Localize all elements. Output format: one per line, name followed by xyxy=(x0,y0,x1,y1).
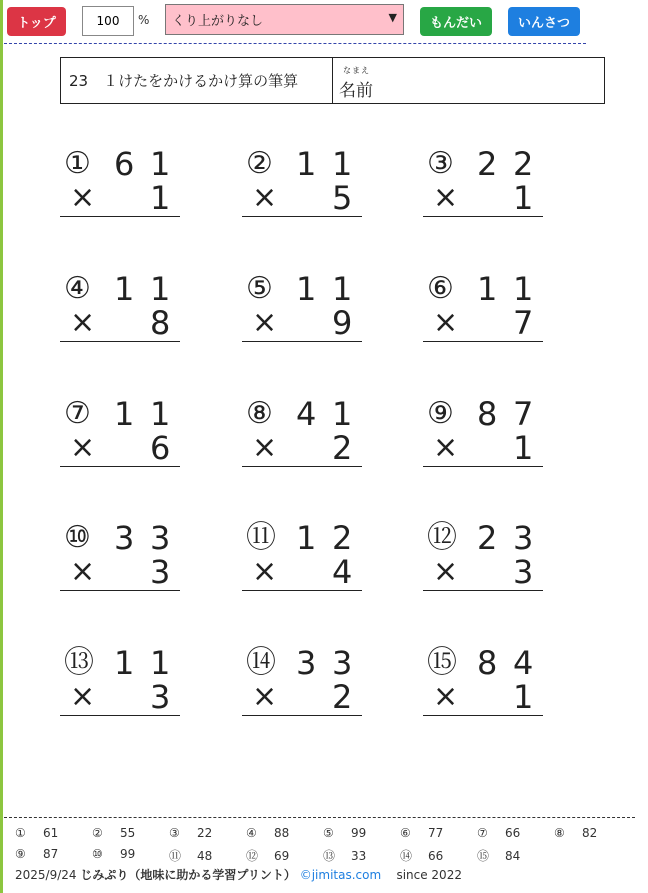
worksheet-header xyxy=(60,57,605,104)
answer-value: 84 xyxy=(505,849,521,863)
multiplier-row xyxy=(423,679,543,715)
zoom-unit: % xyxy=(138,13,150,27)
multiplicand-tens: 2 xyxy=(477,519,498,557)
problem-item xyxy=(242,146,362,226)
answer-item xyxy=(477,826,520,840)
multiplicand-ones: 1 xyxy=(332,395,353,433)
answer-line xyxy=(60,590,180,591)
problem-item xyxy=(423,271,543,351)
multiplicand-row xyxy=(423,520,543,556)
answer-item xyxy=(92,826,135,840)
problem-item xyxy=(60,271,180,351)
problem-item xyxy=(60,396,180,476)
answer-item xyxy=(323,826,366,840)
problem-item xyxy=(423,520,543,600)
footer-credit xyxy=(15,866,462,883)
multiplicand-ones: 2 xyxy=(332,519,353,557)
multiplicand-row xyxy=(423,146,543,182)
multiplier: 5 xyxy=(332,179,353,217)
multiplier-row xyxy=(242,679,362,715)
problem-item xyxy=(242,271,362,351)
answer-item xyxy=(246,847,289,864)
problem-number: ② xyxy=(246,146,273,181)
problem-number: ⑮ xyxy=(427,645,457,680)
multiplicand-row xyxy=(423,271,543,307)
multiplicand-ones: 1 xyxy=(513,270,534,308)
problem-item xyxy=(242,520,362,600)
name-field xyxy=(333,58,604,103)
answer-item xyxy=(169,847,212,864)
answer-number: ⑪ xyxy=(169,849,182,863)
answer-number: ⑧ xyxy=(554,826,565,840)
answer-line xyxy=(242,216,362,217)
times-sign: × xyxy=(433,430,459,465)
answer-number: ⑬ xyxy=(323,849,336,863)
problem-item xyxy=(60,645,180,725)
times-sign: × xyxy=(70,679,96,714)
since-text: since 2022 xyxy=(396,868,462,882)
answer-number: ⑩ xyxy=(92,847,103,861)
answer-line xyxy=(60,216,180,217)
problem-item xyxy=(242,396,362,476)
times-sign: × xyxy=(252,430,278,465)
multiplier: 3 xyxy=(150,678,171,716)
mondai-button[interactable]: もんだい xyxy=(420,7,492,36)
answer-line xyxy=(60,341,180,342)
multiplicand-row xyxy=(242,271,362,307)
multiplicand-tens: 8 xyxy=(477,395,498,433)
answer-value: 48 xyxy=(197,849,213,863)
multiplier: 9 xyxy=(332,304,353,342)
site-link[interactable]: ©jimitas.com xyxy=(299,868,382,882)
answer-line xyxy=(423,466,543,467)
multiplier-row xyxy=(242,180,362,216)
name-ruby: なまえ xyxy=(343,66,370,75)
multiplier: 4 xyxy=(332,553,353,591)
answer-line xyxy=(423,715,543,716)
answer-number: ⑨ xyxy=(15,847,26,861)
answer-value: 87 xyxy=(43,847,59,861)
answer-value: 82 xyxy=(582,826,598,840)
multiplicand-tens: 1 xyxy=(114,644,135,682)
multiplicand-tens: 1 xyxy=(296,519,317,557)
answer-item xyxy=(554,826,597,840)
answer-divider xyxy=(4,817,635,818)
multiplicand-row xyxy=(60,520,180,556)
times-sign: × xyxy=(433,554,459,589)
answer-item xyxy=(169,826,212,840)
multiplier-row xyxy=(423,554,543,590)
multiplicand-row xyxy=(423,645,543,681)
multiplicand-ones: 2 xyxy=(513,145,534,183)
answer-item xyxy=(400,847,443,864)
problem-number: ④ xyxy=(64,271,91,306)
answer-value: 61 xyxy=(43,826,59,840)
multiplier-row xyxy=(242,305,362,341)
problem-item xyxy=(423,396,543,476)
multiplier: 6 xyxy=(150,429,171,467)
answer-number: ⑭ xyxy=(400,849,413,863)
multiplicand-tens: 6 xyxy=(114,145,135,183)
multiplier: 8 xyxy=(150,304,171,342)
multiplicand-tens: 1 xyxy=(296,270,317,308)
multiplicand-tens: 4 xyxy=(296,395,317,433)
answer-number: ⑦ xyxy=(477,826,488,840)
times-sign: × xyxy=(433,180,459,215)
answer-item xyxy=(15,826,58,840)
multiplier-row xyxy=(423,430,543,466)
toolbar-divider xyxy=(4,43,586,44)
brand-name: じみぷり（地味に助かる学習プリント） xyxy=(80,868,296,882)
multiplicand-ones: 1 xyxy=(150,270,171,308)
multiplier-row xyxy=(242,430,362,466)
answer-value: 66 xyxy=(428,849,444,863)
multiplicand-ones: 3 xyxy=(513,519,534,557)
print-date: 2025/9/24 xyxy=(15,868,77,882)
answer-number: ⑮ xyxy=(477,849,490,863)
problem-number: ⑫ xyxy=(427,520,457,555)
multiplicand-ones: 1 xyxy=(150,644,171,682)
times-sign: × xyxy=(433,679,459,714)
multiplier-row xyxy=(60,679,180,715)
answer-line xyxy=(423,341,543,342)
multiplicand-tens: 2 xyxy=(477,145,498,183)
times-sign: × xyxy=(252,305,278,340)
multiplier: 1 xyxy=(513,678,534,716)
multiplicand-tens: 1 xyxy=(114,270,135,308)
name-label: 名前 xyxy=(339,81,373,101)
multiplicand-ones: 1 xyxy=(332,145,353,183)
problem-item xyxy=(423,645,543,725)
multiplicand-tens: 3 xyxy=(296,644,317,682)
answer-value: 99 xyxy=(351,826,367,840)
multiplier: 2 xyxy=(332,429,353,467)
multiplicand-ones: 1 xyxy=(150,395,171,433)
multiplier-row xyxy=(60,554,180,590)
answer-value: 22 xyxy=(197,826,213,840)
answer-line xyxy=(60,715,180,716)
chevron-down-icon: ▼ xyxy=(388,11,397,24)
print-button[interactable]: いんさつ xyxy=(508,7,580,36)
multiplier: 3 xyxy=(150,553,171,591)
multiplicand-row xyxy=(60,645,180,681)
carry-mode-select[interactable] xyxy=(165,4,404,35)
problem-number: ⑩ xyxy=(64,520,91,555)
times-sign: × xyxy=(70,554,96,589)
multiplicand-row xyxy=(242,396,362,432)
answer-number: ④ xyxy=(246,826,257,840)
answer-number: ⑤ xyxy=(323,826,334,840)
multiplier: 2 xyxy=(332,678,353,716)
problem-number: ③ xyxy=(427,146,454,181)
answer-value: 66 xyxy=(505,826,521,840)
multiplier-row xyxy=(423,180,543,216)
answer-item xyxy=(323,847,366,864)
multiplier: 1 xyxy=(150,179,171,217)
answer-number: ⑥ xyxy=(400,826,411,840)
answer-number: ① xyxy=(15,826,26,840)
toolbar xyxy=(0,0,648,44)
problem-number: ⑦ xyxy=(64,396,91,431)
multiplier-row xyxy=(60,305,180,341)
answer-line xyxy=(242,466,362,467)
carry-mode-selected: くり上がりなし xyxy=(172,14,264,29)
answer-number: ② xyxy=(92,826,103,840)
answer-value: 77 xyxy=(428,826,444,840)
multiplicand-row xyxy=(423,396,543,432)
multiplicand-ones: 4 xyxy=(513,644,534,682)
answer-line xyxy=(60,466,180,467)
problem-number: ⑧ xyxy=(246,396,273,431)
multiplicand-row xyxy=(242,645,362,681)
times-sign: × xyxy=(252,679,278,714)
problem-number: ⑥ xyxy=(427,271,454,306)
multiplier-row xyxy=(60,180,180,216)
times-sign: × xyxy=(252,554,278,589)
multiplier: 7 xyxy=(513,304,534,342)
answer-value: 33 xyxy=(351,849,367,863)
problem-number: ① xyxy=(64,146,91,181)
multiplicand-tens: 1 xyxy=(114,395,135,433)
problem-number: ⑤ xyxy=(246,271,273,306)
answer-value: 55 xyxy=(120,826,136,840)
answer-line xyxy=(242,590,362,591)
answer-line xyxy=(242,341,362,342)
multiplier-row xyxy=(242,554,362,590)
multiplicand-row xyxy=(242,146,362,182)
multiplicand-row xyxy=(60,146,180,182)
answer-item xyxy=(477,847,520,864)
answer-item xyxy=(246,826,289,840)
problem-number: ⑨ xyxy=(427,396,454,431)
answer-item xyxy=(92,847,135,861)
answer-line xyxy=(242,715,362,716)
problem-number: ⑬ xyxy=(64,645,94,680)
multiplicand-tens: 8 xyxy=(477,644,498,682)
multiplicand-ones: 1 xyxy=(332,270,353,308)
problem-number: ⑭ xyxy=(246,645,276,680)
multiplier-row xyxy=(60,430,180,466)
multiplicand-ones: 3 xyxy=(332,644,353,682)
answer-item xyxy=(15,847,58,861)
answer-item xyxy=(400,826,443,840)
problem-item xyxy=(60,146,180,226)
multiplicand-ones: 1 xyxy=(150,145,171,183)
times-sign: × xyxy=(70,430,96,465)
answer-number: ⑫ xyxy=(246,849,259,863)
left-accent-rule xyxy=(0,0,3,893)
multiplicand-tens: 3 xyxy=(114,519,135,557)
times-sign: × xyxy=(70,180,96,215)
multiplicand-ones: 7 xyxy=(513,395,534,433)
multiplicand-tens: 1 xyxy=(296,145,317,183)
zoom-input[interactable] xyxy=(82,6,134,36)
times-sign: × xyxy=(433,305,459,340)
multiplier: 1 xyxy=(513,179,534,217)
times-sign: × xyxy=(252,180,278,215)
times-sign: × xyxy=(70,305,96,340)
multiplier-row xyxy=(423,305,543,341)
worksheet-title: 23 １けたをかけるかけ算の筆算 xyxy=(61,58,333,103)
problem-number: ⑪ xyxy=(246,520,276,555)
multiplicand-ones: 3 xyxy=(150,519,171,557)
multiplicand-row xyxy=(60,271,180,307)
multiplier: 1 xyxy=(513,429,534,467)
problem-item xyxy=(242,645,362,725)
problem-item xyxy=(423,146,543,226)
multiplicand-row xyxy=(60,396,180,432)
answer-value: 88 xyxy=(274,826,290,840)
answer-value: 99 xyxy=(120,847,136,861)
answer-number: ③ xyxy=(169,826,180,840)
answer-value: 69 xyxy=(274,849,290,863)
multiplier: 3 xyxy=(513,553,534,591)
problem-item xyxy=(60,520,180,600)
top-button[interactable]: トップ xyxy=(7,7,66,36)
multiplicand-tens: 1 xyxy=(477,270,498,308)
answer-line xyxy=(423,216,543,217)
multiplicand-row xyxy=(242,520,362,556)
answer-line xyxy=(423,590,543,591)
